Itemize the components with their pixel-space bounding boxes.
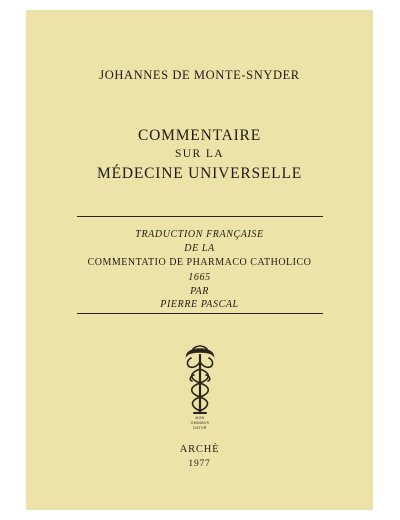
- translation-line-3: COMMENTATIO DE PHARMACO CATHOLICO: [87, 257, 312, 268]
- translator-name: PIERRE PASCAL: [160, 299, 239, 310]
- book-cover: [26, 10, 373, 510]
- author-name: JOHANNES DE MONTE-SNYDER: [99, 68, 300, 82]
- bottom-divider: [77, 313, 323, 314]
- translation-line-1: TRADUCTION FRANÇAISE: [135, 229, 264, 240]
- title-line-1: COMMENTAIRE: [138, 127, 261, 144]
- emblem-motto-line-2: OMNIBVS: [190, 421, 210, 425]
- publication-year: 1977: [188, 459, 211, 469]
- translation-line-2: DE LA: [184, 243, 215, 254]
- translation-line-5: PAR: [190, 286, 209, 297]
- emblem-motto-line-1: NON: [195, 416, 205, 420]
- title-line-2: SUR LA: [175, 148, 224, 160]
- emblem-motto-line-3: DATVR: [193, 426, 207, 430]
- caduceus-emblem-icon: [179, 345, 221, 435]
- caduceus-icon: [179, 345, 221, 415]
- publisher-name: ARCHÈ: [179, 444, 220, 455]
- top-divider: [77, 216, 323, 217]
- title-line-3: MÉDECINE UNIVERSELLE: [97, 165, 302, 182]
- translation-year: 1665: [188, 272, 211, 283]
